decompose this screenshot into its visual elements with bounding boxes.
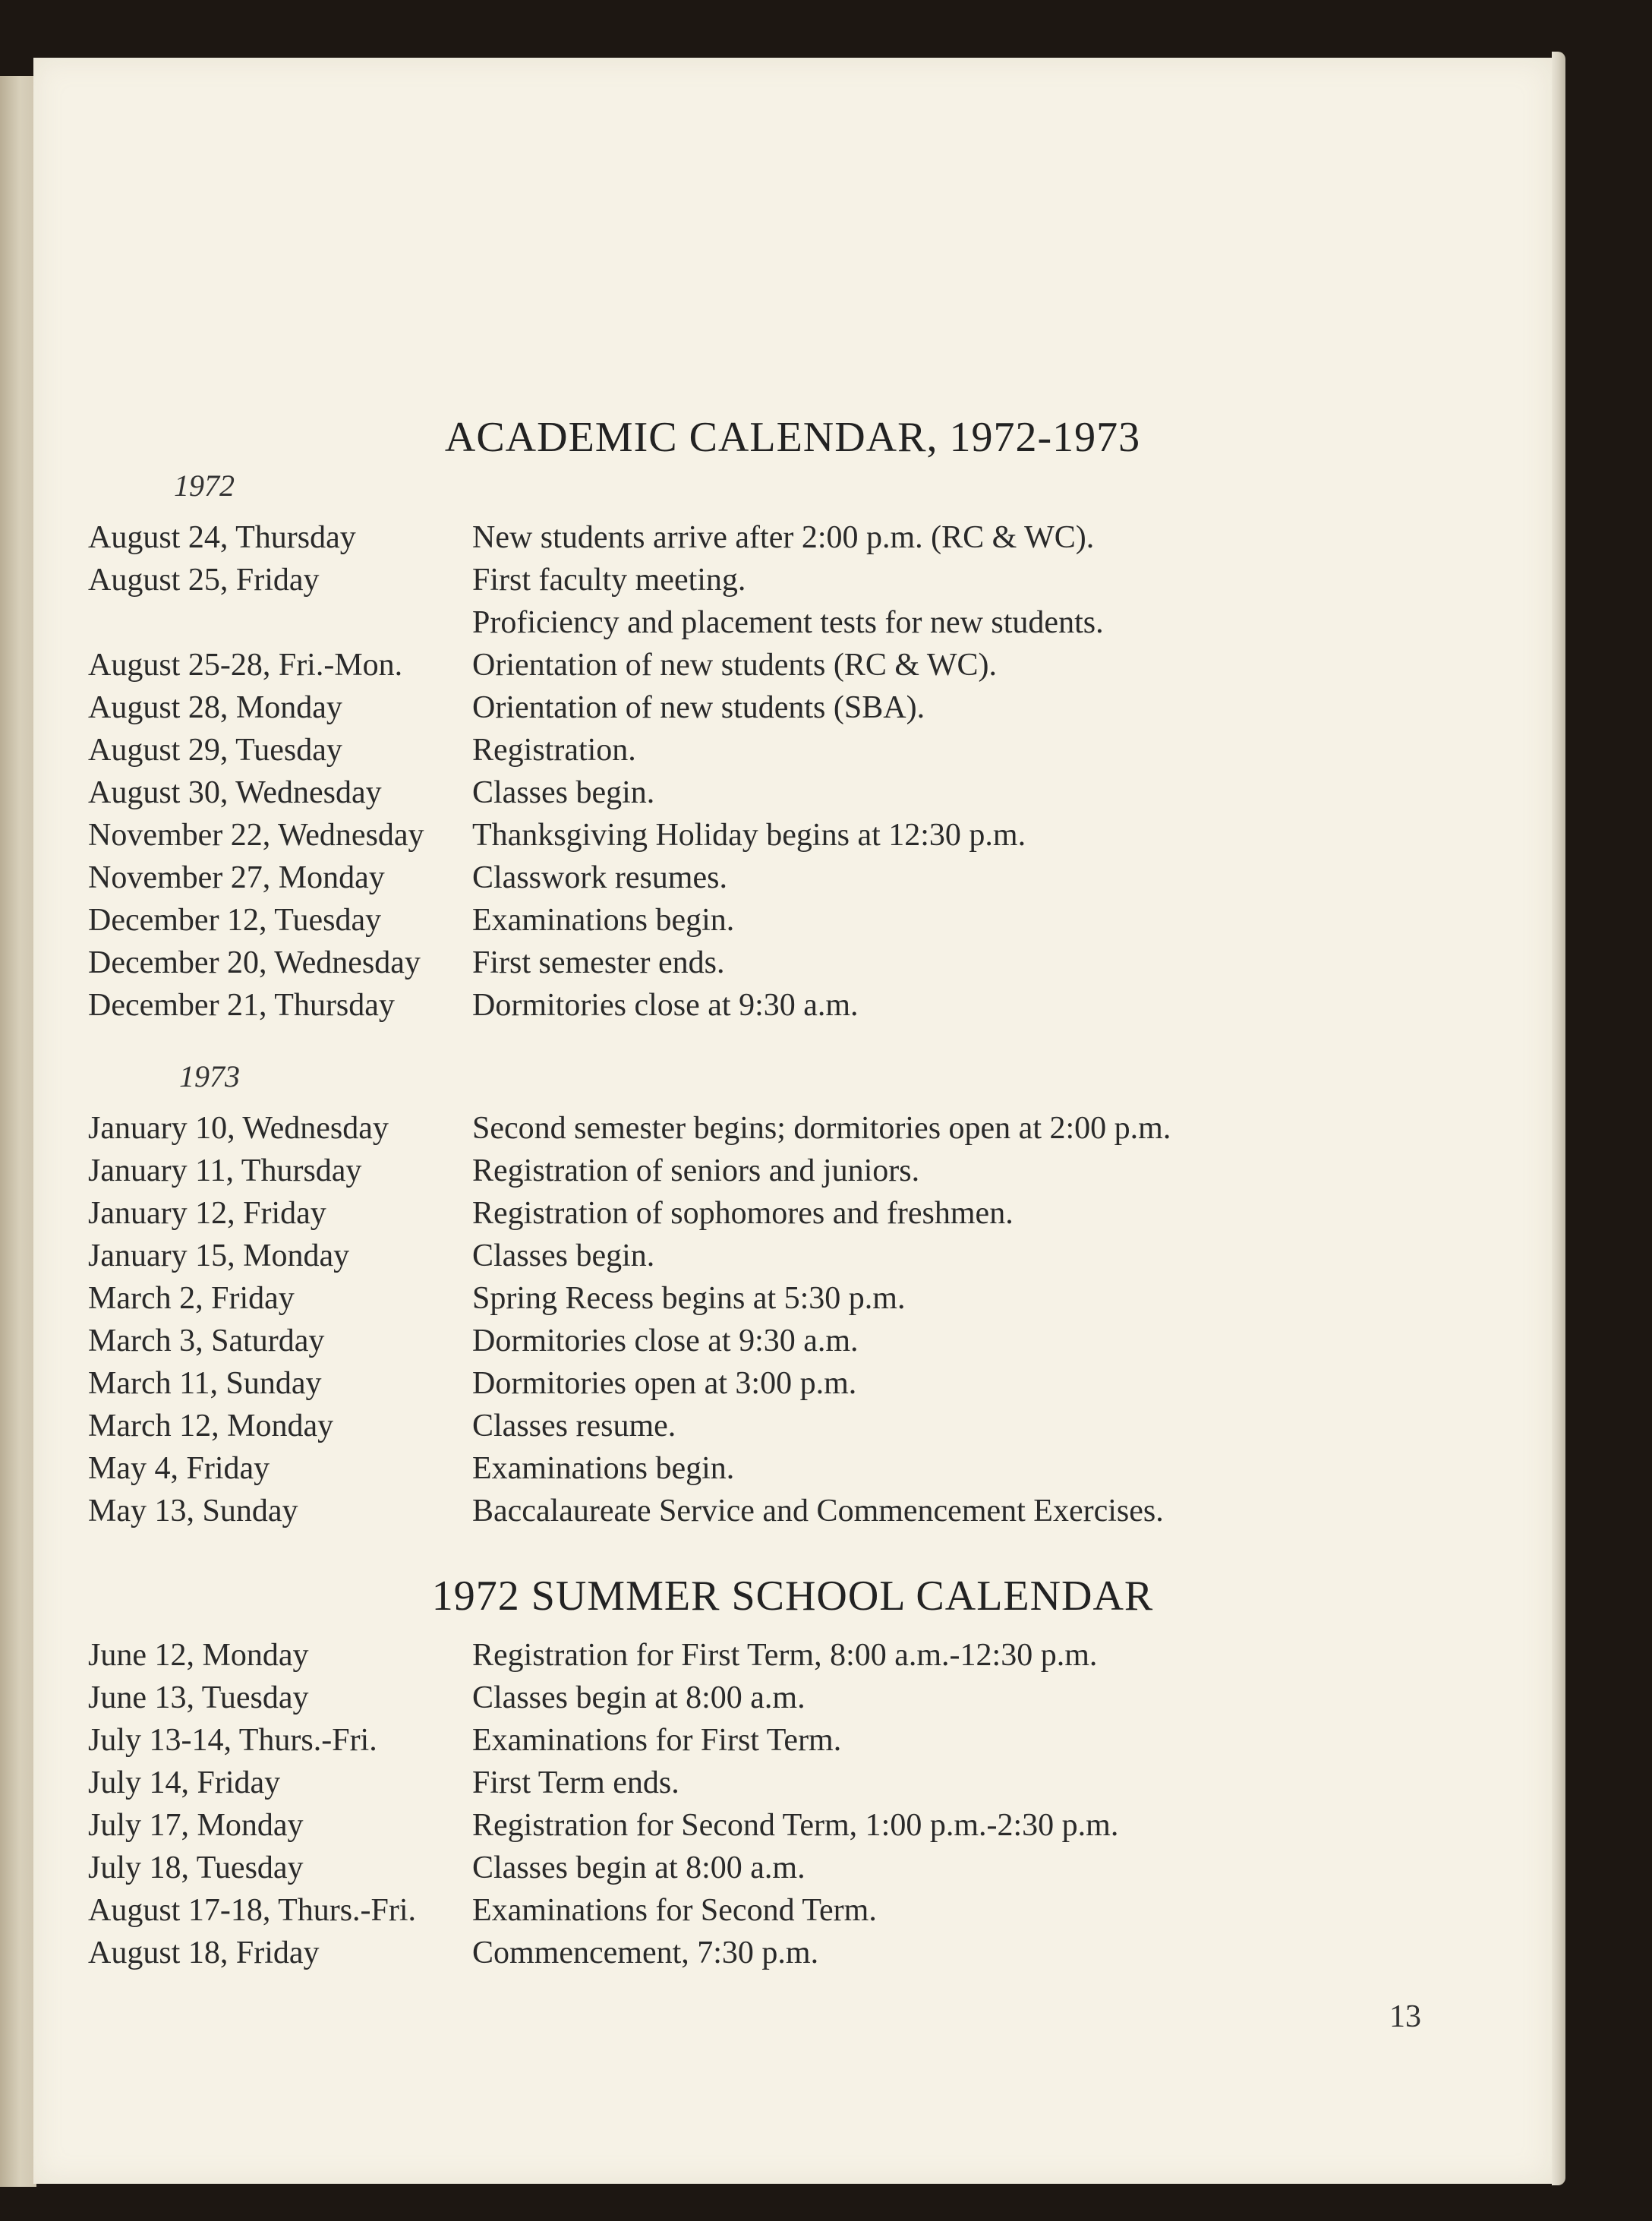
calendar-event: Examinations for Second Term. [472,1893,877,1928]
calendar-row [33,1365,1552,1408]
calendar-row [33,1637,1552,1680]
calendar-event: Baccalaureate Service and Commencement Exercises. [472,1494,1164,1529]
calendar-event: Dormitories close at 9:30 a.m. [472,1323,859,1358]
calendar-date: January 12, Friday [88,1196,326,1231]
calendar-date: July 13-14, Thurs.-Fri. [88,1723,377,1758]
calendar-event: First faculty meeting. [472,563,746,598]
calendar-date: March 11, Sunday [88,1366,322,1401]
calendar-row [33,1892,1552,1935]
calendar-row [33,732,1552,775]
calendar-row [33,1408,1552,1450]
calendar-date: December 12, Tuesday [88,903,382,938]
calendar-row [33,1450,1552,1493]
calendar-row [33,1722,1552,1765]
calendar-date: August 29, Tuesday [88,733,342,768]
calendar-event: Classes begin at 8:00 a.m. [472,1680,806,1715]
calendar-event: Examinations begin. [472,1451,735,1486]
calendar-date: December 20, Wednesday [88,945,421,980]
calendar-event: Classes begin. [472,1238,655,1273]
calendar-row [33,1493,1552,1535]
calendar-event: Registration of seniors and juniors. [472,1153,920,1188]
calendar-row [33,1323,1552,1365]
calendar-row [33,562,1552,604]
calendar-event: Proficiency and placement tests for new students. [472,605,1104,640]
summer-calendar-title: 1972 SUMMER SCHOOL CALENDAR [431,1573,1154,1620]
calendar-event: Second semester begins; dormitories open at 2:00 p.m. [472,1111,1171,1146]
calendar-date: August 30, Wednesday [88,775,382,810]
calendar-event: Thanksgiving Holiday begins at 12:30 p.m. [472,818,1026,853]
calendar-date: July 14, Friday [88,1765,281,1800]
page-edge [1552,52,1565,2185]
calendar-row [33,1850,1552,1892]
facing-page-edge [0,76,36,2187]
calendar-row [33,604,1552,647]
calendar-date: August 28, Monday [88,690,342,725]
calendar-row [33,775,1552,817]
calendar-event: Classwork resumes. [472,860,727,895]
calendar-event: Commencement, 7:30 p.m. [472,1935,819,1970]
calendar-row [33,860,1552,902]
calendar-date: August 18, Friday [88,1935,320,1970]
calendar-event: Classes resume. [472,1409,676,1443]
calendar-row [33,1680,1552,1722]
calendar-date: March 12, Monday [88,1409,334,1443]
calendar-event: Classes begin at 8:00 a.m. [472,1850,806,1885]
calendar-row [33,1765,1552,1807]
calendar-row [33,647,1552,689]
calendar-event: Examinations begin. [472,903,735,938]
academic-calendar-title: ACADEMIC CALENDAR, 1972-1973 [444,414,1141,461]
calendar-event: Classes begin. [472,775,655,810]
calendar-row [33,817,1552,860]
calendar-date: March 3, Saturday [88,1323,325,1358]
calendar-date: November 27, Monday [88,860,385,895]
document-page [33,58,1552,2184]
calendar-event: Registration for Second Term, 1:00 p.m.-2:30 p.m. [472,1808,1119,1843]
calendar-event: First Term ends. [472,1765,679,1800]
calendar-event: Examinations for First Term. [472,1723,842,1758]
calendar-row [33,689,1552,732]
calendar-date: July 17, Monday [88,1808,304,1843]
calendar-row [33,519,1552,562]
calendar-event: Dormitories close at 9:30 a.m. [472,988,859,1023]
calendar-date: August 17-18, Thurs.-Fri. [88,1893,417,1928]
calendar-date: August 24, Thursday [88,520,356,555]
year-heading-1972: 1972 [174,468,235,503]
calendar-date: December 21, Thursday [88,988,395,1023]
calendar-row [33,1153,1552,1195]
calendar-event: Orientation of new students (SBA). [472,690,925,725]
calendar-event: Orientation of new students (RC & WC). [472,648,997,683]
calendar-date: August 25-28, Fri.-Mon. [88,648,403,683]
calendar-date: July 18, Tuesday [88,1850,304,1885]
calendar-date: March 2, Friday [88,1281,295,1316]
calendar-date: May 13, Sunday [88,1494,298,1529]
calendar-row [33,1110,1552,1153]
calendar-row [33,987,1552,1030]
calendar-row [33,1195,1552,1238]
calendar-row [33,1935,1552,1977]
calendar-event: Spring Recess begins at 5:30 p.m. [472,1281,906,1316]
calendar-event: Registration for First Term, 8:00 a.m.-12:30 p.m. [472,1638,1098,1673]
calendar-date: January 10, Wednesday [88,1111,389,1146]
calendar-row [33,1238,1552,1280]
calendar-date: January 11, Thursday [88,1153,362,1188]
calendar-row [33,945,1552,987]
calendar-event: Registration. [472,733,636,768]
calendar-row [33,1807,1552,1850]
calendar-date: June 12, Monday [88,1638,309,1673]
calendar-date: May 4, Friday [88,1451,270,1486]
calendar-event: Registration of sophomores and freshmen. [472,1196,1014,1231]
year-heading-1973: 1973 [179,1059,240,1093]
calendar-date: January 15, Monday [88,1238,350,1273]
calendar-date: August 25, Friday [88,563,320,598]
calendar-event: Dormitories open at 3:00 p.m. [472,1366,857,1401]
calendar-row [33,1280,1552,1323]
calendar-date: June 13, Tuesday [88,1680,309,1715]
calendar-event: First semester ends. [472,945,725,980]
calendar-row [33,902,1552,945]
calendar-event: New students arrive after 2:00 p.m. (RC & WC). [472,520,1095,555]
calendar-date: November 22, Wednesday [88,818,424,853]
page-number: 13 [1389,1999,1421,2034]
